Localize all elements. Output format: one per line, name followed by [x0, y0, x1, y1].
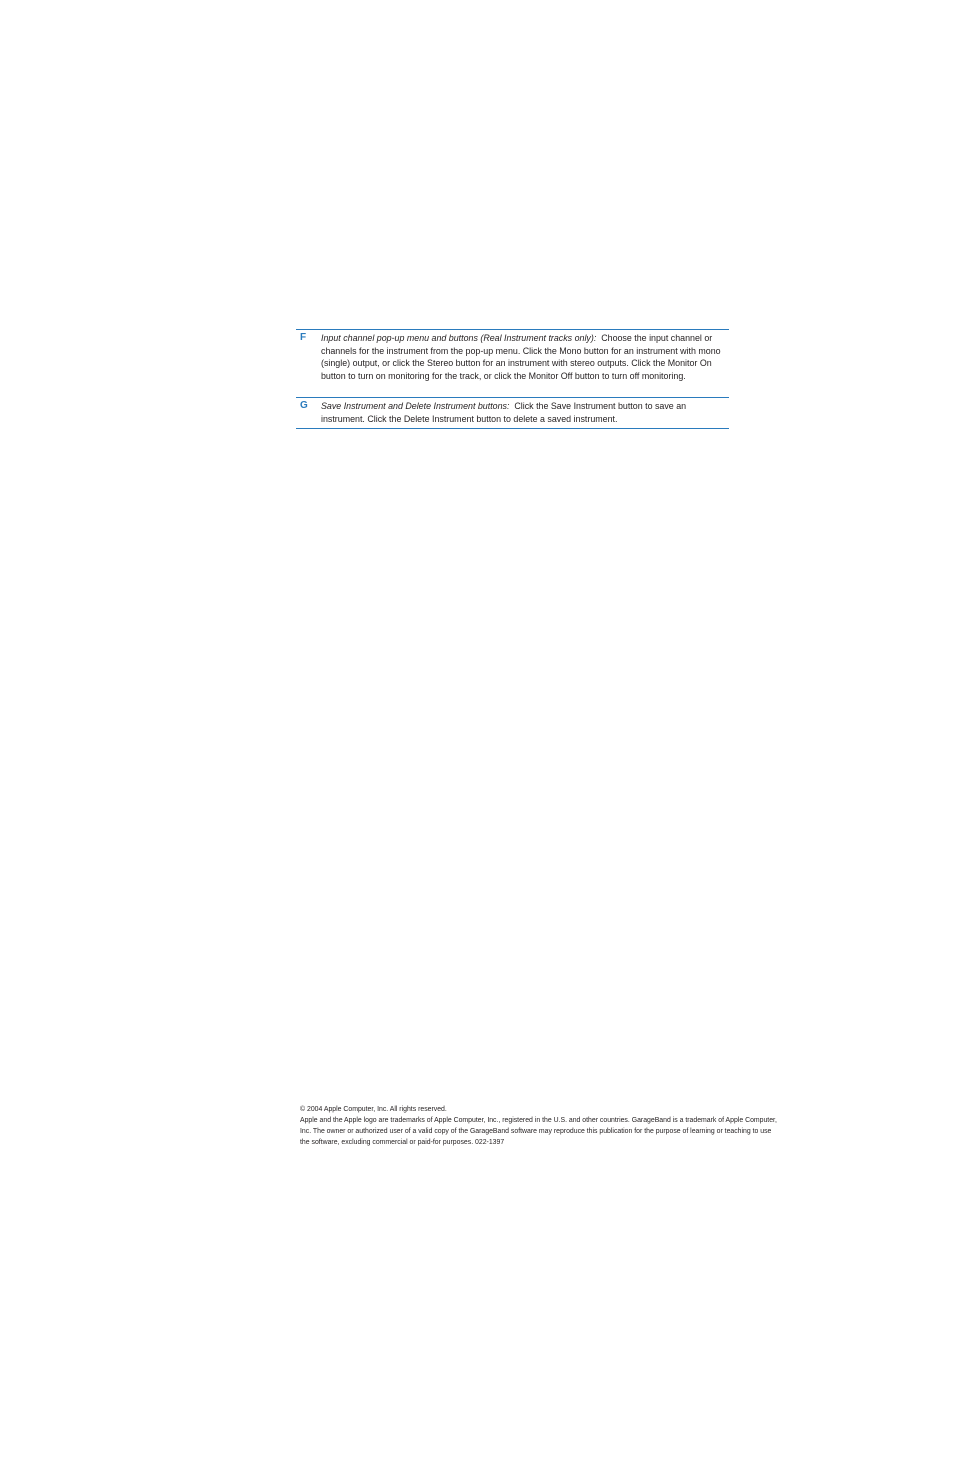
- callout-term: Save Instrument and Delete Instrument buttons:: [321, 401, 510, 411]
- callout-description: Choose the input channel or channels for the instrument from the pop-up menu. Click the Mono button for an instrument with mono (single) output, or click the Stereo button for an instrument with stereo outputs. Click the Monitor On button to turn on monitoring for the track, or click the Monitor Off button to turn off monitoring.: [321, 333, 721, 381]
- callout-letter: G: [300, 400, 308, 411]
- callout-description: Click the Save Instrument button to save an instrument. Click the Delete Instrument button to delete a saved instrument.: [321, 401, 687, 424]
- copyright-notice: [300, 1104, 780, 1148]
- callout-letter: F: [300, 332, 307, 343]
- callout-text: [321, 400, 726, 425]
- legal-text: Apple and the Apple logo are trademarks of Apple Computer, Inc., registered in the U.S. and other countries. GarageBand is a trademark of Apple Computer, Inc. The owner or authorized user of a valid copy of the GarageBand software may reproduce this publication for the purpose of learning or teaching to use the software, excluding commercial or paid-for purposes. 022-1397: [300, 1117, 777, 1146]
- callout-text: [321, 332, 726, 382]
- callout-term: Input channel pop-up menu and buttons (Real Instrument tracks only):: [321, 333, 597, 343]
- callout-row-g: [296, 398, 729, 429]
- callout-row-f: [296, 330, 729, 398]
- copyright-line: © 2004 Apple Computer, Inc. All rights reserved.: [300, 1106, 447, 1113]
- callout-table: [296, 329, 729, 429]
